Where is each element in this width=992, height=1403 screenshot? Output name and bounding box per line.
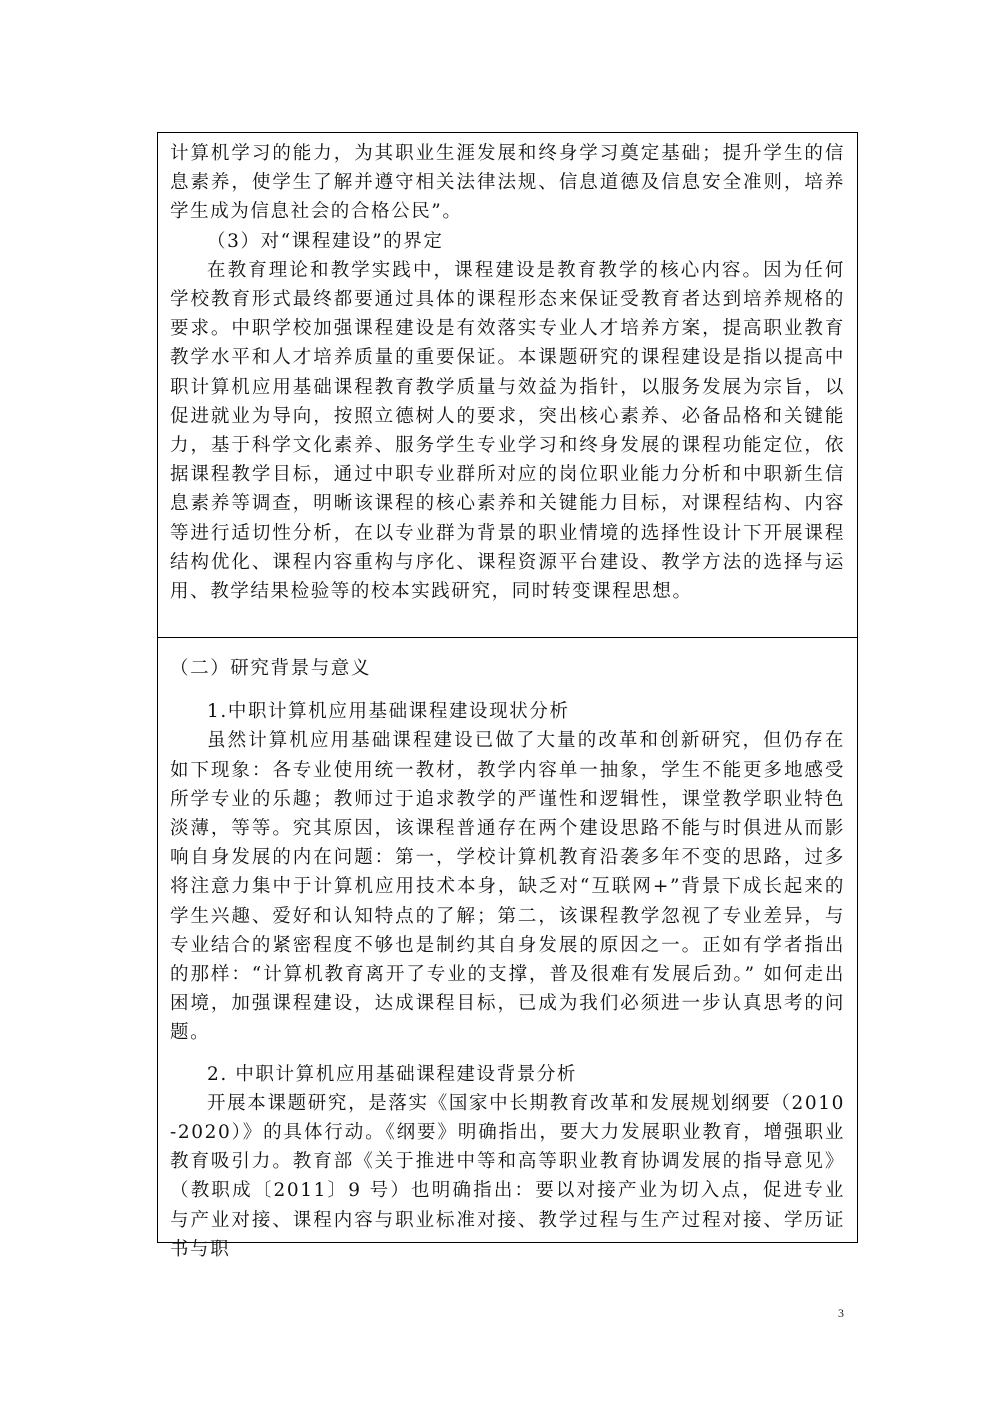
paragraph-status-analysis: 虽然计算机应用基础课程建设已做了大量的改革和创新研究，但仍存在如下现象：各专业使用统一教材，教学内容单一抽象，学生不能更多地感受所学专业的乐趣；教师过于追求教学的严谨性和逻辑性，课堂教学职业特色淡薄，等等。究其原因，该课程普通存在两个建设思路不能与时俱进从而影响自身发展的内在问题：第一，学校计算机教育沿袭多年不变的思路，过多将注意力集中于计算机应用技术本身，缺乏对“互联网+”背景下成长起来的学生兴趣、爱好和认知特点的了解；第二，该课程教学忽视了专业差异，与专业结合的紧密程度不够也是制约其自身发展的原因之一。正如有学者指出的那样：“计算机教育离开了专业的支撑，普及很难有发展后劲。” 如何走出困境，加强课程建设，达成课程目标，已成为我们必须进一步认真思考的问题。 bbox=[170, 730, 845, 1044]
heading-background-analysis: 2. 中职计算机应用基础课程建设背景分析 bbox=[207, 1063, 578, 1085]
paragraph-background-analysis: 开展本课题研究，是落实《国家中长期教育改革和发展规划纲要（2010-2020）》的具体行动。《纲要》明确指出，要大力发展职业教育，增强职业教育吸引力。教育部《关于推进中等和高等职业教育协调发展的指导意见》（教职成〔2011〕9 号）也明确指出：要以对接产业为切入点，促进专业与产业对接、课程内容与职业标准对接、教学过程与生产过程对接、学历证书与职 bbox=[170, 1092, 845, 1260]
page-number: 3 bbox=[838, 1306, 844, 1320]
section-title-background: （二）研究背景与意义 bbox=[170, 658, 372, 679]
content-table bbox=[157, 132, 858, 1260]
paragraph-course-construction-definition: 在教育理论和教学实践中，课程建设是教育教学的核心内容。因为任何学校教育形式最终都要通过具体的课程形态来保证受教育者达到培养规格的要求。中职学校加强课程建设是有效落实专业人才培养方案，提高职业教育教学水平和人才培养质量的重要保证。本课题研究的课程建设是指以提高中职计算机应用基础课程教育教学质量与效益为指针，以服务发展为宗旨，以促进就业为导向，按照立德树人的要求，突出核心素养、必备品格和关键能力，基于科学文化素养、服务学生专业学习和终身发展的课程功能定位，依据课程教学目标，通过中职专业群所对应的岗位职业能力分析和中职新生信息素养等调查，明晰该课程的核心素养和关键能力目标，对课程结构、内容等进行适切性分析，在以专业群为背景的职业情境的选择性设计下开展课程结构优化、课程内容重构与序化、课程资源平台建设、教学方法的选择与运用、教学结果检验等的校本实践研究，同时转变课程思想。 bbox=[170, 259, 845, 603]
table-cell-definitions bbox=[158, 133, 857, 638]
paragraph-continuation: 计算机学习的能力，为其职业生涯发展和终身学习奠定基础；提升学生的信息素养，使学生了解并遵守相关法律法规、信息道德及信息安全准则，培养学生成为信息社会的合格公民”。 bbox=[170, 143, 845, 223]
heading-status-analysis: 1.中职计算机应用基础课程建设现状分析 bbox=[207, 701, 570, 723]
table-cell-background bbox=[158, 638, 857, 1260]
heading-course-construction-definition: （3）对“课程建设”的界定 bbox=[207, 230, 444, 252]
